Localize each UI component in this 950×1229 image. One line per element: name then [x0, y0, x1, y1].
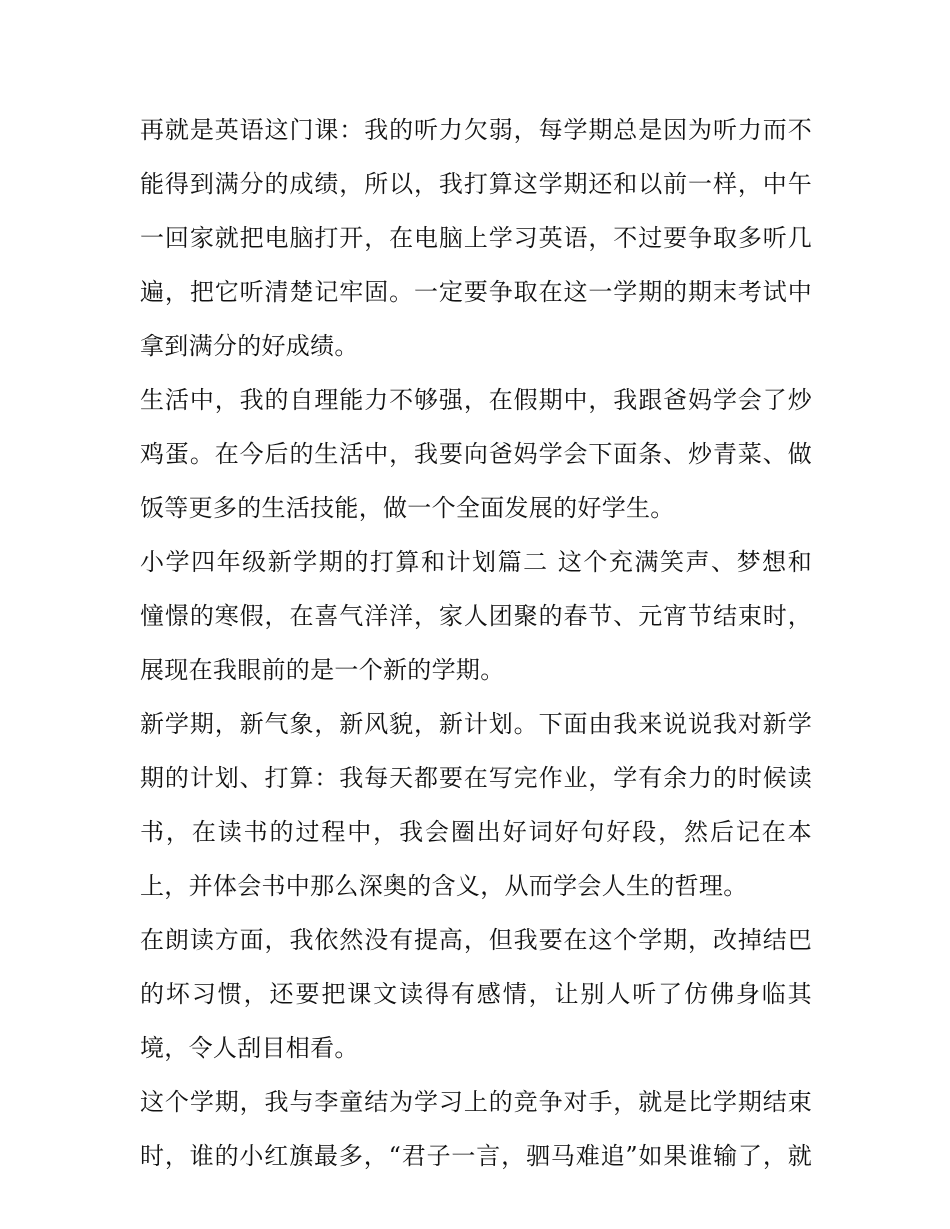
paragraph-section-two-intro [140, 535, 812, 697]
text-line: 上，并体会书中那么深奥的含义，从而学会人生的哲理。 [140, 872, 748, 900]
text-line: 在朗读方面，我依然没有提高，但我要在这个学期，改掉结巴 [140, 926, 812, 954]
text-line: 这个学期，我与李童结为学习上的竞争对手，就是比学期结束 [140, 1088, 812, 1116]
text-line: 时，谁的小红旗最多，“君子一言，驷马难追”如果谁输了，就 [140, 1142, 812, 1170]
paragraph-reading-aloud [140, 913, 812, 1075]
text-line: 小学四年级新学期的打算和计划篇二 这个充满笑声、梦想和 [140, 548, 812, 576]
text-line: 境，令人刮目相看。 [140, 1034, 359, 1062]
text-line: 书，在读书的过程中，我会圈出好词好句好段，然后记在本 [140, 818, 812, 846]
text-line: 能得到满分的成绩，所以，我打算这学期还和以前一样，中午 [140, 170, 812, 198]
text-line: 新学期，新气象，新风貌，新计划。下面由我来说说我对新学 [140, 710, 812, 738]
text-line: 期的计划、打算：我每天都要在写完作业，学有余力的时候读 [140, 764, 812, 792]
text-line: 憧憬的寒假，在喜气洋洋，家人团聚的春节、元宵节结束时， [140, 602, 812, 630]
paragraph-new-plan [140, 697, 812, 913]
text-line: 鸡蛋。在今后的生活中，我要向爸妈学会下面条、炒青菜、做 [140, 440, 812, 468]
paragraph-competition [140, 1075, 812, 1183]
text-line: 展现在我眼前的是一个新的学期。 [140, 656, 505, 684]
text-line: 再就是英语这门课：我的听力欠弱，每学期总是因为听力而不 [140, 116, 812, 144]
text-line: 的坏习惯，还要把课文读得有感情，让别人听了仿佛身临其 [140, 980, 812, 1008]
paragraph-english [140, 103, 812, 373]
text-line: 一回家就把电脑打开，在电脑上学习英语，不过要争取多听几 [140, 224, 812, 252]
text-line: 生活中，我的自理能力不够强，在假期中，我跟爸妈学会了炒 [140, 386, 812, 414]
text-line: 拿到满分的好成绩。 [140, 332, 359, 360]
text-line: 遍，把它听清楚记牢固。一定要争取在这一学期的期末考试中 [140, 278, 812, 306]
document-body [140, 103, 812, 1183]
text-line: 饭等更多的生活技能，做一个全面发展的好学生。 [140, 494, 675, 522]
paragraph-life-skills [140, 373, 812, 535]
